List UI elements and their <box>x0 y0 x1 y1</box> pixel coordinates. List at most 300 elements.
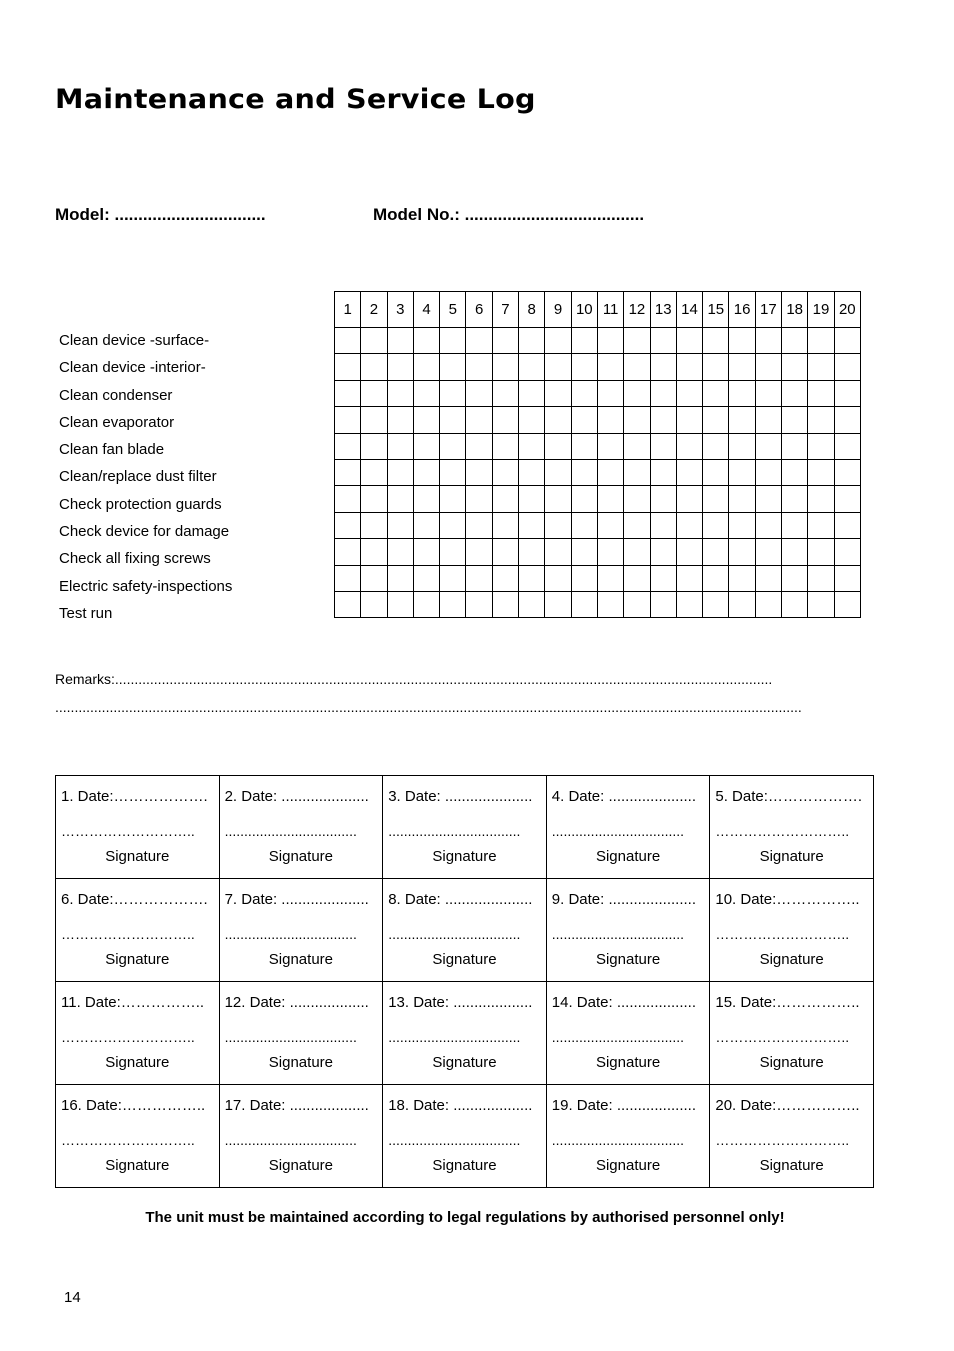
check-cell[interactable] <box>571 539 597 565</box>
signature-block[interactable] <box>219 776 383 879</box>
check-cell[interactable] <box>571 459 597 485</box>
date-label: 8. Date: ..................... <box>388 891 533 908</box>
signature-block[interactable] <box>56 982 220 1085</box>
signature-label: Signature <box>268 1054 333 1071</box>
check-cell[interactable] <box>545 433 571 459</box>
check-cell[interactable] <box>703 433 729 459</box>
check-cell[interactable] <box>387 539 413 565</box>
check-cell[interactable] <box>387 486 413 512</box>
check-cell[interactable] <box>545 565 571 591</box>
check-cell[interactable] <box>440 459 466 485</box>
signature-label: Signature <box>432 951 497 968</box>
check-cell[interactable] <box>335 407 361 433</box>
check-cell[interactable] <box>413 565 439 591</box>
check-cell[interactable] <box>519 407 545 433</box>
check-cell[interactable] <box>387 591 413 617</box>
check-cell[interactable] <box>834 539 860 565</box>
check-cell[interactable] <box>571 433 597 459</box>
check-cell[interactable] <box>624 565 650 591</box>
check-cell[interactable] <box>545 328 571 354</box>
check-cell[interactable] <box>729 512 755 538</box>
check-cell[interactable] <box>571 354 597 380</box>
check-cell[interactable] <box>361 591 387 617</box>
task-label: Check device for damage <box>59 523 230 541</box>
check-cell[interactable] <box>413 591 439 617</box>
signature-block[interactable] <box>710 982 874 1085</box>
check-cell[interactable] <box>466 512 492 538</box>
check-cell[interactable] <box>624 354 650 380</box>
signature-label: Signature <box>268 951 333 968</box>
check-cell[interactable] <box>650 433 676 459</box>
check-cell[interactable] <box>703 354 729 380</box>
check-cell[interactable] <box>492 328 518 354</box>
check-cell[interactable] <box>387 380 413 406</box>
signature-block[interactable] <box>710 776 874 879</box>
page-number: 14 <box>64 1289 81 1306</box>
check-cell[interactable] <box>413 354 439 380</box>
check-cell[interactable] <box>703 380 729 406</box>
page-title: Maintenance and Service Log <box>55 84 536 115</box>
grid-row <box>335 354 861 380</box>
task-label: Test run <box>59 604 113 622</box>
check-cell[interactable] <box>676 486 702 512</box>
check-cell[interactable] <box>571 565 597 591</box>
check-cell[interactable] <box>755 380 781 406</box>
check-cell[interactable] <box>624 328 650 354</box>
check-cell[interactable] <box>492 591 518 617</box>
check-cell[interactable] <box>782 459 808 485</box>
task-list <box>59 327 232 627</box>
signature-line: .................................. <box>551 1132 685 1148</box>
signature-line: .................................. <box>388 1029 521 1045</box>
check-cell[interactable] <box>335 539 361 565</box>
check-cell[interactable] <box>834 328 860 354</box>
check-cell[interactable] <box>782 591 808 617</box>
check-cell[interactable] <box>413 433 439 459</box>
check-cell[interactable] <box>571 591 597 617</box>
check-cell[interactable] <box>335 354 361 380</box>
column-number: 9 <box>545 292 571 328</box>
check-cell[interactable] <box>519 459 545 485</box>
column-number: 6 <box>466 292 492 328</box>
task-label: Clean fan blade <box>59 441 165 459</box>
check-cell[interactable] <box>755 512 781 538</box>
check-cell[interactable] <box>597 512 623 538</box>
check-cell[interactable] <box>597 539 623 565</box>
signature-label: Signature <box>105 951 170 968</box>
check-cell[interactable] <box>650 486 676 512</box>
check-cell[interactable] <box>782 328 808 354</box>
signature-block[interactable] <box>710 1085 874 1188</box>
check-cell[interactable] <box>834 433 860 459</box>
check-cell[interactable] <box>413 459 439 485</box>
column-number: 17 <box>755 292 781 328</box>
column-number: 20 <box>834 292 860 328</box>
check-cell[interactable] <box>650 512 676 538</box>
check-cell[interactable] <box>361 565 387 591</box>
check-cell[interactable] <box>729 407 755 433</box>
check-cell[interactable] <box>597 354 623 380</box>
check-cell[interactable] <box>545 591 571 617</box>
signature-block[interactable] <box>383 1085 547 1188</box>
check-cell[interactable] <box>519 539 545 565</box>
check-cell[interactable] <box>650 354 676 380</box>
signature-line: .................................. <box>388 926 521 942</box>
check-cell[interactable] <box>755 539 781 565</box>
signature-block[interactable] <box>383 879 547 982</box>
check-cell[interactable] <box>519 328 545 354</box>
check-cell[interactable] <box>755 459 781 485</box>
check-cell[interactable] <box>440 512 466 538</box>
signature-block[interactable] <box>546 1085 710 1188</box>
date-label: 11. Date:…………….. <box>61 994 205 1011</box>
task-label: Clean device -surface- <box>59 332 210 349</box>
check-cell[interactable] <box>440 433 466 459</box>
signature-block[interactable] <box>383 982 547 1085</box>
check-cell[interactable] <box>335 433 361 459</box>
column-number: 4 <box>413 292 439 328</box>
check-cell[interactable] <box>808 459 834 485</box>
check-cell[interactable] <box>808 565 834 591</box>
check-cell[interactable] <box>624 539 650 565</box>
check-cell[interactable] <box>650 591 676 617</box>
check-cell[interactable] <box>676 459 702 485</box>
check-cell[interactable] <box>571 407 597 433</box>
check-cell[interactable] <box>703 486 729 512</box>
check-cell[interactable] <box>676 354 702 380</box>
check-cell[interactable] <box>413 407 439 433</box>
check-cell[interactable] <box>597 486 623 512</box>
signature-row <box>56 776 874 879</box>
check-cell[interactable] <box>676 591 702 617</box>
check-cell[interactable] <box>361 512 387 538</box>
check-cell[interactable] <box>466 459 492 485</box>
signature-block[interactable] <box>546 982 710 1085</box>
check-cell[interactable] <box>703 539 729 565</box>
check-cell[interactable] <box>466 380 492 406</box>
check-cell[interactable] <box>466 486 492 512</box>
check-cell[interactable] <box>703 565 729 591</box>
check-cell[interactable] <box>545 459 571 485</box>
signature-block[interactable] <box>56 1085 220 1188</box>
date-label: 14. Date: ................... <box>551 994 697 1011</box>
grid-row <box>335 459 861 485</box>
check-cell[interactable] <box>492 380 518 406</box>
check-cell[interactable] <box>492 512 518 538</box>
signature-label: Signature <box>595 848 661 865</box>
check-cell[interactable] <box>545 486 571 512</box>
signature-label: Signature <box>105 848 170 865</box>
date-label: 5. Date:………………. <box>715 788 863 805</box>
signature-block[interactable] <box>546 879 710 982</box>
check-cell[interactable] <box>676 407 702 433</box>
check-cell[interactable] <box>519 433 545 459</box>
check-cell[interactable] <box>650 565 676 591</box>
check-cell[interactable] <box>782 565 808 591</box>
grid-header-row <box>335 292 861 328</box>
check-cell[interactable] <box>755 328 781 354</box>
check-cell[interactable] <box>808 512 834 538</box>
check-cell[interactable] <box>834 591 860 617</box>
check-cell[interactable] <box>335 512 361 538</box>
check-cell[interactable] <box>571 512 597 538</box>
column-number: 13 <box>650 292 676 328</box>
check-cell[interactable] <box>676 328 702 354</box>
signature-block[interactable] <box>219 982 383 1085</box>
check-cell[interactable] <box>676 512 702 538</box>
check-cell[interactable] <box>545 380 571 406</box>
check-cell[interactable] <box>519 486 545 512</box>
task-label: Electric safety-inspections <box>59 577 233 595</box>
check-cell[interactable] <box>466 591 492 617</box>
check-cell[interactable] <box>361 407 387 433</box>
check-cell[interactable] <box>335 380 361 406</box>
column-number: 3 <box>387 292 413 328</box>
check-cell[interactable] <box>782 407 808 433</box>
check-cell[interactable] <box>808 380 834 406</box>
check-cell[interactable] <box>755 354 781 380</box>
check-cell[interactable] <box>703 512 729 538</box>
check-cell[interactable] <box>808 539 834 565</box>
signature-block[interactable] <box>56 776 220 879</box>
signature-block[interactable] <box>56 879 220 982</box>
signature-block[interactable] <box>710 879 874 982</box>
check-cell[interactable] <box>387 354 413 380</box>
signature-line: ……………………….. <box>715 1132 850 1148</box>
signature-line: .................................. <box>224 926 357 942</box>
check-cell[interactable] <box>545 539 571 565</box>
check-cell[interactable] <box>597 328 623 354</box>
check-cell[interactable] <box>729 459 755 485</box>
check-cell[interactable] <box>834 354 860 380</box>
date-label: 12. Date: ................... <box>224 994 369 1011</box>
signature-line: ……………………….. <box>61 1029 195 1045</box>
check-cell[interactable] <box>808 354 834 380</box>
check-cell[interactable] <box>387 512 413 538</box>
check-cell[interactable] <box>519 354 545 380</box>
check-cell[interactable] <box>440 407 466 433</box>
check-cell[interactable] <box>361 380 387 406</box>
check-cell[interactable] <box>782 486 808 512</box>
check-cell[interactable] <box>650 328 676 354</box>
check-cell[interactable] <box>413 328 439 354</box>
check-cell[interactable] <box>676 565 702 591</box>
check-cell[interactable] <box>782 539 808 565</box>
signature-label: Signature <box>595 951 661 968</box>
signature-line: .................................. <box>388 1132 521 1148</box>
signature-block[interactable] <box>383 776 547 879</box>
check-cell[interactable] <box>545 512 571 538</box>
check-cell[interactable] <box>676 380 702 406</box>
check-cell[interactable] <box>597 591 623 617</box>
check-cell[interactable] <box>729 328 755 354</box>
check-cell[interactable] <box>335 565 361 591</box>
check-cell[interactable] <box>834 459 860 485</box>
check-cell[interactable] <box>361 328 387 354</box>
check-cell[interactable] <box>492 354 518 380</box>
check-cell[interactable] <box>755 433 781 459</box>
check-cell[interactable] <box>545 407 571 433</box>
signature-block[interactable] <box>219 879 383 982</box>
check-cell[interactable] <box>834 380 860 406</box>
check-cell[interactable] <box>703 328 729 354</box>
check-cell[interactable] <box>413 512 439 538</box>
check-cell[interactable] <box>624 512 650 538</box>
check-cell[interactable] <box>624 380 650 406</box>
check-cell[interactable] <box>361 486 387 512</box>
check-cell[interactable] <box>466 565 492 591</box>
check-cell[interactable] <box>466 354 492 380</box>
check-cell[interactable] <box>729 433 755 459</box>
check-cell[interactable] <box>703 459 729 485</box>
check-cell[interactable] <box>597 433 623 459</box>
check-cell[interactable] <box>650 459 676 485</box>
check-cell[interactable] <box>413 380 439 406</box>
signature-line: .................................. <box>388 823 521 839</box>
check-cell[interactable] <box>335 486 361 512</box>
check-cell[interactable] <box>440 328 466 354</box>
check-cell[interactable] <box>782 512 808 538</box>
check-cell[interactable] <box>703 591 729 617</box>
signature-block[interactable] <box>546 776 710 879</box>
check-cell[interactable] <box>335 459 361 485</box>
check-cell[interactable] <box>519 591 545 617</box>
check-cell[interactable] <box>361 433 387 459</box>
check-cell[interactable] <box>492 565 518 591</box>
check-cell[interactable] <box>782 433 808 459</box>
date-label: 18. Date: ................... <box>388 1097 533 1114</box>
check-cell[interactable] <box>808 433 834 459</box>
check-cell[interactable] <box>571 328 597 354</box>
check-cell[interactable] <box>782 354 808 380</box>
check-cell[interactable] <box>571 380 597 406</box>
check-cell[interactable] <box>387 407 413 433</box>
check-cell[interactable] <box>492 539 518 565</box>
check-cell[interactable] <box>834 565 860 591</box>
date-label: 10. Date:…………….. <box>715 891 860 908</box>
check-cell[interactable] <box>808 591 834 617</box>
date-label: 1. Date:………………. <box>61 788 208 805</box>
check-cell[interactable] <box>729 354 755 380</box>
check-cell[interactable] <box>808 486 834 512</box>
signature-label: Signature <box>105 1054 170 1071</box>
check-cell[interactable] <box>440 591 466 617</box>
check-cell[interactable] <box>387 459 413 485</box>
check-cell[interactable] <box>624 459 650 485</box>
check-cell[interactable] <box>755 486 781 512</box>
signature-line: .................................. <box>224 823 357 839</box>
column-number: 2 <box>361 292 387 328</box>
check-cell[interactable] <box>808 328 834 354</box>
check-cell[interactable] <box>729 591 755 617</box>
check-cell[interactable] <box>519 380 545 406</box>
check-cell[interactable] <box>335 328 361 354</box>
signature-line: ……………………….. <box>61 926 195 942</box>
check-cell[interactable] <box>519 512 545 538</box>
column-number: 11 <box>597 292 623 328</box>
check-cell[interactable] <box>466 328 492 354</box>
check-cell[interactable] <box>492 459 518 485</box>
check-cell[interactable] <box>808 407 834 433</box>
signature-row <box>56 879 874 982</box>
check-cell[interactable] <box>440 539 466 565</box>
check-cell[interactable] <box>466 433 492 459</box>
model-number-field: Model No.: ...................................... <box>373 205 645 224</box>
check-cell[interactable] <box>387 433 413 459</box>
check-cell[interactable] <box>703 407 729 433</box>
check-cell[interactable] <box>361 459 387 485</box>
check-cell[interactable] <box>729 565 755 591</box>
date-label: 6. Date:………………. <box>61 891 208 908</box>
check-cell[interactable] <box>545 354 571 380</box>
signature-line: ……………………….. <box>715 1029 850 1045</box>
check-cell[interactable] <box>413 486 439 512</box>
check-cell[interactable] <box>755 407 781 433</box>
check-cell[interactable] <box>492 433 518 459</box>
task-label: Clean evaporator <box>59 413 175 431</box>
check-cell[interactable] <box>624 433 650 459</box>
check-cell[interactable] <box>387 565 413 591</box>
check-cell[interactable] <box>650 539 676 565</box>
check-cell[interactable] <box>492 407 518 433</box>
maintenance-grid <box>334 291 861 618</box>
check-cell[interactable] <box>834 407 860 433</box>
check-cell[interactable] <box>676 539 702 565</box>
check-cell[interactable] <box>755 591 781 617</box>
check-cell[interactable] <box>440 380 466 406</box>
check-cell[interactable] <box>729 380 755 406</box>
check-cell[interactable] <box>676 433 702 459</box>
check-cell[interactable] <box>597 380 623 406</box>
check-cell[interactable] <box>597 565 623 591</box>
signature-block[interactable] <box>219 1085 383 1188</box>
check-cell[interactable] <box>834 512 860 538</box>
check-cell[interactable] <box>361 539 387 565</box>
check-cell[interactable] <box>519 565 545 591</box>
check-cell[interactable] <box>492 486 518 512</box>
grid-row <box>335 433 861 459</box>
check-cell[interactable] <box>440 486 466 512</box>
date-label: 17. Date: ................... <box>224 1097 369 1114</box>
check-cell[interactable] <box>650 407 676 433</box>
check-cell[interactable] <box>782 380 808 406</box>
check-cell[interactable] <box>466 539 492 565</box>
signature-line: .................................. <box>551 926 685 942</box>
check-cell[interactable] <box>361 354 387 380</box>
check-cell[interactable] <box>571 486 597 512</box>
check-cell[interactable] <box>597 407 623 433</box>
column-number: 8 <box>519 292 545 328</box>
check-cell[interactable] <box>440 565 466 591</box>
check-cell[interactable] <box>624 591 650 617</box>
signature-label: Signature <box>105 1157 170 1174</box>
check-cell[interactable] <box>597 459 623 485</box>
check-cell[interactable] <box>335 591 361 617</box>
check-cell[interactable] <box>624 407 650 433</box>
check-cell[interactable] <box>729 486 755 512</box>
signature-row <box>56 1085 874 1188</box>
check-cell[interactable] <box>440 354 466 380</box>
check-cell[interactable] <box>387 328 413 354</box>
check-cell[interactable] <box>413 539 439 565</box>
check-cell[interactable] <box>624 486 650 512</box>
check-cell[interactable] <box>650 380 676 406</box>
check-cell[interactable] <box>466 407 492 433</box>
check-cell[interactable] <box>755 565 781 591</box>
check-cell[interactable] <box>834 486 860 512</box>
date-label: 20. Date:…………….. <box>715 1097 860 1114</box>
check-cell[interactable] <box>729 539 755 565</box>
